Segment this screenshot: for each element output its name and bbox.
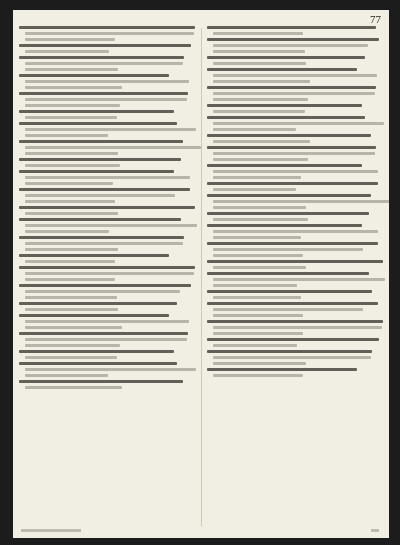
entry-text-line [25,152,118,155]
directory-entry [207,338,383,347]
entry-text-line [213,140,310,143]
entry-text-line [213,128,296,131]
entry-name-line [207,260,383,263]
entry-text-line [213,344,297,347]
directory-entry [207,134,383,143]
entry-text-line [213,308,363,311]
entry-text-line [25,374,108,377]
entry-name-line [207,194,371,197]
directory-entry [19,170,195,185]
directory-entry [19,302,195,311]
entry-text-line [25,194,175,197]
entry-text-line [25,308,118,311]
entry-name-line [207,320,383,323]
entry-text-line [25,248,118,251]
column-right [207,26,383,380]
directory-entry [207,194,383,209]
directory-entry [19,332,195,347]
entry-text-line [25,86,122,89]
entry-name-line [19,74,169,77]
directory-entry [19,188,195,203]
entry-name-line [19,56,184,59]
entry-text-line [25,242,183,245]
directory-entry [19,122,195,137]
entry-text-line [25,50,109,53]
entry-name-line [207,26,376,29]
entry-text-line [213,236,301,239]
entry-name-line [207,350,372,353]
entry-name-line [19,236,184,239]
entry-text-line [25,344,120,347]
entry-text-line [213,314,303,317]
directory-entry [207,212,383,221]
entry-name-line [19,302,177,305]
directory-entry [207,272,383,287]
entry-text-line [25,260,115,263]
entry-name-line [19,314,169,317]
entry-text-line [213,284,297,287]
entry-text-line [25,134,108,137]
entry-text-line [25,164,120,167]
entry-name-line [19,218,181,221]
entry-name-line [19,44,191,47]
entry-name-line [207,146,376,149]
directory-entry [19,26,195,41]
directory-entry [19,236,195,251]
directory-entry [19,218,195,233]
directory-entry [207,146,383,161]
directory-entry [207,320,383,335]
directory-entry [207,86,383,101]
entry-text-line [213,296,301,299]
entry-name-line [19,122,177,125]
entry-text-line [25,212,118,215]
entry-text-line [25,182,113,185]
directory-entry [19,140,195,155]
entry-name-line [207,290,372,293]
entry-text-line [213,80,310,83]
entry-name-line [19,332,188,335]
entry-name-line [19,362,177,365]
entry-text-line [25,338,187,341]
entry-text-line [25,386,122,389]
entry-text-line [25,38,115,41]
entry-text-line [25,80,189,83]
entry-name-line [207,56,365,59]
entry-name-line [19,284,191,287]
directory-entry [207,104,383,113]
directory-entry [19,74,195,89]
entry-text-line [25,230,109,233]
directory-entry [19,254,195,263]
column-divider [201,28,202,526]
directory-entry [207,302,383,317]
entry-text-line [213,200,389,203]
directory-entry [19,56,195,71]
entry-name-line [207,242,378,245]
entry-text-line [213,158,308,161]
entry-text-line [25,62,183,65]
entry-text-line [213,278,385,281]
column-left [19,26,195,392]
entry-text-line [25,326,122,329]
directory-entry [207,224,383,239]
entry-text-line [213,32,303,35]
entry-name-line [207,134,371,137]
entry-text-line [25,224,197,227]
entry-text-line [25,176,190,179]
entry-name-line [207,302,378,305]
entry-text-line [213,188,296,191]
entry-text-line [213,230,378,233]
entry-text-line [213,122,384,125]
entry-name-line [19,254,169,257]
directory-entry [207,290,383,299]
entry-text-line [213,62,306,65]
page-number: 77 [370,14,381,26]
entry-text-line [25,278,115,281]
directory-entry [19,362,195,377]
directory-entry [207,68,383,83]
entry-text-line [25,290,180,293]
entry-name-line [207,86,376,89]
entry-text-line [213,362,306,365]
entry-text-line [213,254,303,257]
directory-entry [207,26,383,35]
entry-name-line [19,140,183,143]
directory-entry [207,56,383,65]
entry-text-line [25,320,189,323]
entry-text-line [213,326,382,329]
entry-name-line [207,104,362,107]
entry-name-line [207,182,378,185]
entry-text-line [213,170,378,173]
entry-text-line [25,68,118,71]
entry-text-line [213,248,363,251]
directory-entry [19,380,195,389]
footer-mark-left [21,529,81,532]
directory-entry [207,242,383,257]
entry-name-line [19,188,190,191]
entry-text-line [213,44,368,47]
entry-text-line [213,74,377,77]
footer-mark-right [371,529,379,532]
entry-text-line [213,92,375,95]
directory-entry [207,260,383,269]
directory-entry [207,164,383,179]
directory-entry [19,266,195,281]
entry-name-line [207,38,379,41]
entry-text-line [25,104,120,107]
directory-entry [19,284,195,299]
entry-text-line [25,146,201,149]
entry-text-line [25,296,117,299]
entry-text-line [25,356,117,359]
directory-entry [207,116,383,131]
entry-name-line [207,116,365,119]
directory-entry [207,182,383,191]
directory-entry [19,92,195,107]
entry-text-line [25,98,187,101]
entry-name-line [19,170,174,173]
entry-name-line [207,212,369,215]
directory-entry [19,110,195,119]
directory-entry [207,38,383,53]
entry-name-line [19,158,181,161]
entry-text-line [213,266,306,269]
directory-entry [207,368,383,377]
entry-name-line [207,368,357,371]
entry-name-line [19,206,195,209]
entry-text-line [213,50,305,53]
directory-entry [19,44,195,53]
entry-text-line [25,200,115,203]
entry-text-line [213,98,308,101]
entry-name-line [19,110,174,113]
directory-entry [19,206,195,215]
entry-text-line [213,110,305,113]
entry-name-line [19,266,195,269]
directory-entry [19,350,195,359]
entry-text-line [25,116,117,119]
directory-entry [19,314,195,329]
entry-name-line [207,338,379,341]
entry-text-line [213,332,303,335]
entry-name-line [207,224,362,227]
entry-name-line [19,92,188,95]
entry-text-line [213,374,303,377]
entry-name-line [19,350,174,353]
entry-text-line [213,206,306,209]
entry-text-line [213,152,375,155]
entry-name-line [19,380,183,383]
entry-text-line [25,128,196,131]
entry-text-line [25,32,194,35]
entry-text-line [213,218,308,221]
entry-text-line [25,368,196,371]
entry-name-line [207,68,357,71]
directory-entry [207,350,383,365]
entry-text-line [213,176,301,179]
entry-text-line [25,272,194,275]
entry-name-line [207,272,369,275]
directory-page [13,10,389,538]
entry-name-line [19,26,195,29]
entry-name-line [207,164,362,167]
entry-text-line [213,356,371,359]
directory-entry [19,158,195,167]
